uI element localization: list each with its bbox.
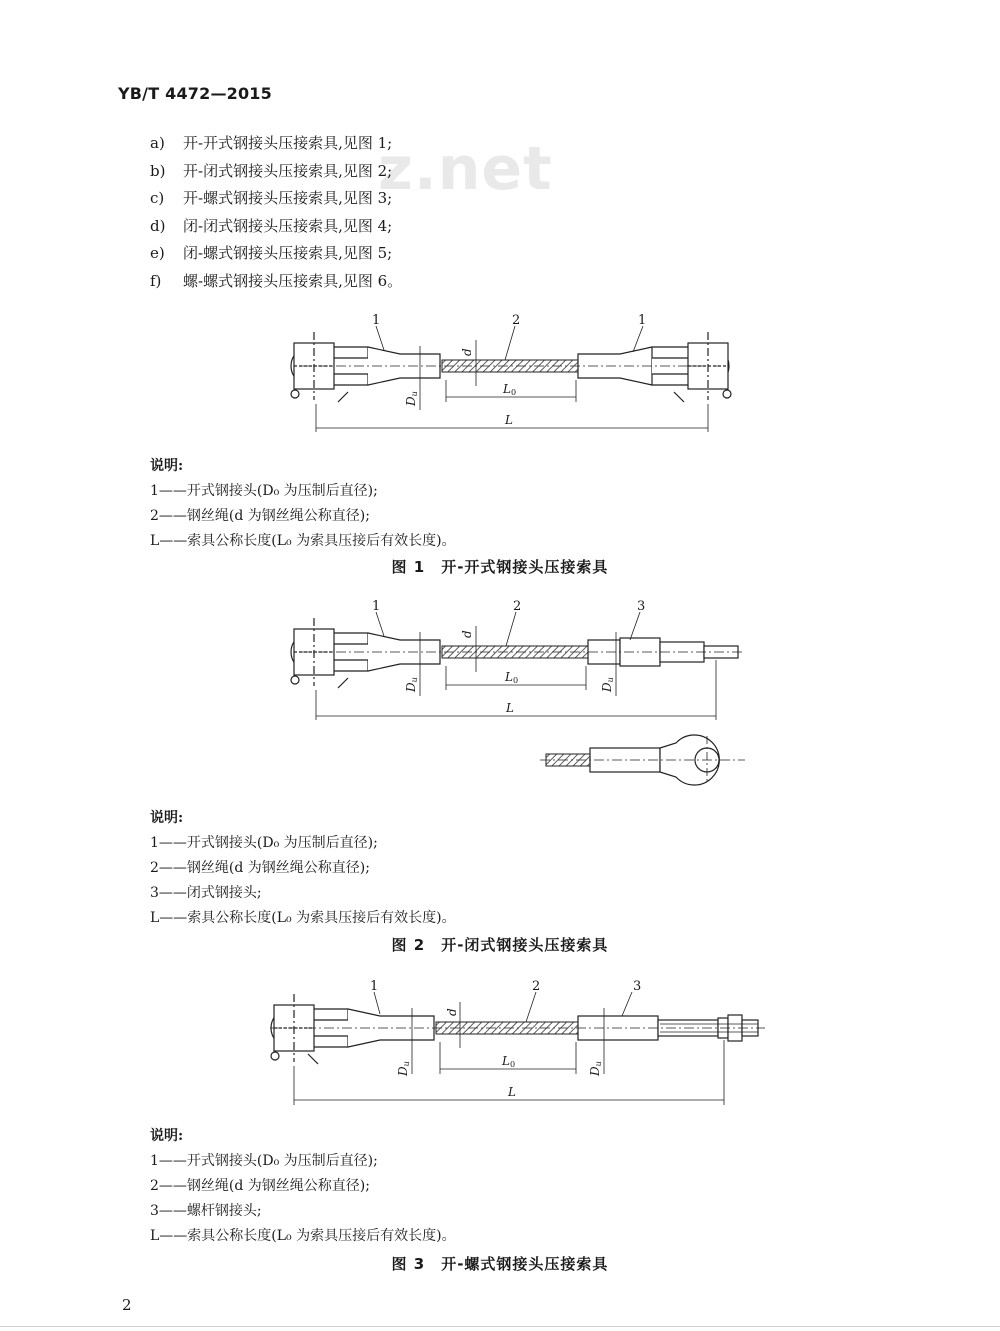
- dim-L: L: [508, 1085, 516, 1099]
- list-item-text: 螺-螺式钢接头压接索具,见图 6。: [183, 271, 403, 290]
- label-2: 2: [532, 980, 541, 994]
- legend-item: 3——螺杆钢接头;: [150, 1203, 262, 1219]
- page-number: 2: [122, 1296, 132, 1314]
- dim-d: d: [460, 630, 474, 638]
- list-item: [150, 213, 402, 241]
- legend-item: L——索具公称长度(L₀ 为索具压接后有效长度)。: [150, 1228, 456, 1244]
- legend-item: 1——开式钢接头(D₀ 为压制后直径);: [150, 835, 378, 851]
- label-1: 1: [372, 599, 381, 614]
- figure-3-legend: [150, 1124, 456, 1249]
- list-item-label: b): [150, 161, 166, 180]
- legend-item: 3——闭式钢接头;: [150, 885, 262, 901]
- wire-rope: [436, 1022, 578, 1034]
- list-item-label: a): [150, 134, 165, 152]
- dim-Du-left: Du: [404, 677, 419, 692]
- list-item-label: e): [150, 244, 165, 263]
- dim-d: d: [460, 348, 474, 356]
- legend-title: 说明:: [150, 810, 184, 826]
- list-item: [150, 240, 402, 268]
- list-item: [150, 130, 402, 158]
- legend-item: 2——钢丝绳(d 为钢丝绳公称直径);: [150, 1178, 370, 1194]
- label-1: 1: [370, 980, 379, 994]
- dim-L0: L0: [503, 382, 517, 397]
- list-item-label: c): [150, 189, 165, 208]
- legend-title: 说明:: [150, 1128, 184, 1144]
- figure-2-drawing: [0, 596, 1000, 786]
- wire-rope: [442, 360, 578, 372]
- figure-2-caption: 图 2 开-闭式钢接头压接索具: [391, 936, 609, 954]
- list-item-label: f): [150, 271, 162, 290]
- legend-item: 1——开式钢接头(D₀ 为压制后直径);: [150, 1153, 378, 1169]
- legend-item: L——索具公称长度(L₀ 为索具压接后有效长度)。: [150, 910, 456, 926]
- watermark: z.net: [378, 134, 553, 204]
- figure-3-drawing: [0, 980, 1000, 1110]
- label-2: 2: [513, 599, 522, 614]
- legend-item: 2——钢丝绳(d 为钢丝绳公称直径);: [150, 860, 370, 876]
- legend-item: 2——钢丝绳(d 为钢丝绳公称直径);: [150, 508, 370, 524]
- wire-rope-detail: [546, 754, 590, 766]
- label-3: 3: [637, 599, 646, 614]
- legend-item: L——索具公称长度(L₀ 为索具压接后有效长度)。: [150, 533, 456, 549]
- list-item-label: d): [150, 216, 166, 235]
- figure-3-caption: 图 3 开-螺式钢接头压接索具: [391, 1255, 609, 1273]
- legend-item: 1——开式钢接头(D₀ 为压制后直径);: [150, 483, 378, 499]
- list-item: [150, 268, 402, 296]
- standard-number: YB/T 4472—2015: [118, 84, 272, 103]
- legend-title: 说明:: [150, 458, 184, 474]
- dim-Du: Du: [404, 391, 419, 406]
- label-3: 3: [633, 980, 642, 994]
- figure-2-legend: [150, 806, 456, 931]
- wire-rope: [442, 646, 588, 658]
- figure-1-drawing: [0, 310, 1000, 440]
- list-item-text: 闭-螺式钢接头压接索具,见图 5;: [183, 244, 393, 263]
- dim-L0: L0: [505, 670, 519, 685]
- list-item: [150, 158, 402, 186]
- label-1-left: 1: [372, 313, 381, 328]
- list-item-text: 闭-闭式钢接头压接索具,见图 4;: [183, 216, 393, 235]
- label-2: 2: [512, 313, 521, 328]
- list-item-text: 开-闭式钢接头压接索具,见图 2;: [183, 161, 393, 180]
- dim-d: d: [445, 1008, 459, 1016]
- joint-type-list: [150, 130, 402, 296]
- figure-1-caption: 图 1 开-开式钢接头压接索具: [391, 558, 609, 576]
- list-item-text: 开-螺式钢接头压接索具,见图 3;: [183, 189, 393, 208]
- dim-L: L: [506, 701, 514, 715]
- dim-Du-right: Du: [588, 1061, 603, 1076]
- label-1-right: 1: [638, 313, 647, 328]
- dim-Du-left: Du: [396, 1061, 411, 1076]
- list-item: [150, 185, 402, 213]
- page-edge: [0, 1326, 1000, 1327]
- figure-1-legend: [150, 454, 456, 554]
- list-item-text: 开-开式钢接头压接索具,见图 1;: [183, 134, 393, 152]
- dim-Du-right: Du: [600, 677, 615, 692]
- dim-L: L: [505, 413, 513, 427]
- dim-L0: L0: [502, 1054, 516, 1069]
